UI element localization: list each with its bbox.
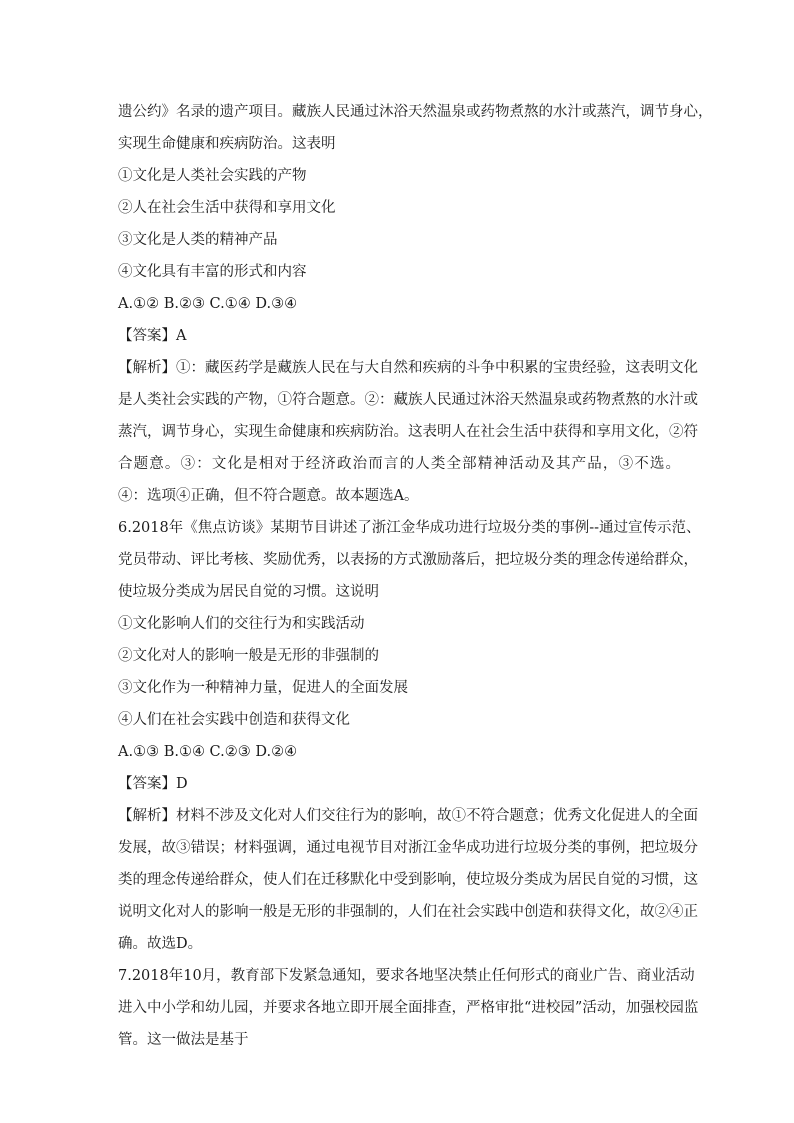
q6-option-2: ②文化对人的影响一般是无形的非强制的	[118, 648, 379, 664]
q5-analysis-line-4: 合题意。③：文化是相对于经济政治而言的人类全部精神活动及其产品，③不选。	[118, 456, 680, 472]
q5-option-3: ③文化是人类的精神产品	[118, 232, 278, 248]
q5-analysis-line-2: 是人类社会实践的产物，①符合题意。②：藏族人民通过沐浴天然温泉或药物煮熬的水汁或	[118, 392, 698, 408]
q5-answer: 【答案】A	[118, 328, 187, 344]
q7-stem-line-3: 管。这一做法是基于	[118, 1032, 249, 1048]
q6-choices: A.①③ B.①④ C.②③ D.②④	[118, 744, 298, 760]
q5-option-4: ④文化具有丰富的形式和内容	[118, 264, 307, 280]
q6-analysis-line-3: 类的理念传递给群众，使人们在迁移默化中受到影响，使垃圾分类成为居民自觉的习惯，这	[118, 872, 698, 888]
q6-option-3: ③文化作为一种精神力量，促进人的全面发展	[118, 680, 408, 696]
document-page	[118, 96, 713, 1056]
q6-stem-line-1: 6.2018年《焦点访谈》某期节目讲述了浙江金华成功进行垃圾分类的事例--通过宣传示范、	[118, 520, 701, 536]
q5-option-2: ②人在社会生活中获得和享用文化	[118, 200, 336, 216]
q6-stem-line-3: 使垃圾分类成为居民自觉的习惯。这说明	[118, 584, 379, 600]
q6-analysis-line-1: 【解析】材料不涉及文化对人们交往行为的影响，故①不符合题意；优秀文化促进人的全面	[118, 808, 698, 824]
q7-stem-line-1: 7.2018年10月，教育部下发紧急通知，要求各地坚决禁止任何形式的商业广告、商业活动	[118, 968, 695, 984]
q6-analysis-line-5: 确。故选D。	[118, 936, 203, 952]
q6-option-4: ④人们在社会实践中创造和获得文化	[118, 712, 350, 728]
q5-stem-line-2: 实现生命健康和疾病防治。这表明	[118, 136, 336, 152]
q6-option-1: ①文化影响人们的交往行为和实践活动	[118, 616, 365, 632]
q5-analysis-line-1: 【解析】①：藏医药学是藏族人民在与大自然和疾病的斗争中积累的宝贵经验，这表明文化	[118, 360, 698, 376]
q5-analysis-line-3: 蒸汽，调节身心，实现生命健康和疾病防治。这表明人在社会生活中获得和享用文化，②符	[118, 424, 698, 440]
q6-analysis-line-2: 发展，故③错误；材料强调，通过电视节目对浙江金华成功进行垃圾分类的事例，把垃圾分	[118, 840, 698, 856]
q6-answer: 【答案】D	[118, 776, 188, 792]
q6-analysis-line-4: 说明文化对人的影响一般是无形的非强制的，人们在社会实践中创造和获得文化，故②④正	[118, 904, 698, 920]
q6-stem-line-2: 党员带动、评比考核、奖励优秀，以表扬的方式激励落后，把垃圾分类的理念传递给群众，	[118, 552, 698, 568]
q5-stem-line-1: 遗公约》名录的遗产项目。藏族人民通过沐浴天然温泉或药物煮熬的水汁或蒸汽，调节身心，	[118, 104, 713, 120]
q5-option-1: ①文化是人类社会实践的产物	[118, 168, 307, 184]
q7-stem-line-2: 进入中小学和幼儿园，并要求各地立即开展全面排查，严格审批“进校园”活动，加强校园监	[118, 1000, 699, 1016]
q5-choices: A.①② B.②③ C.①④ D.③④	[118, 296, 298, 312]
q5-analysis-line-5: ④：选项④正确，但不符合题意。故本题选A。	[118, 488, 419, 504]
